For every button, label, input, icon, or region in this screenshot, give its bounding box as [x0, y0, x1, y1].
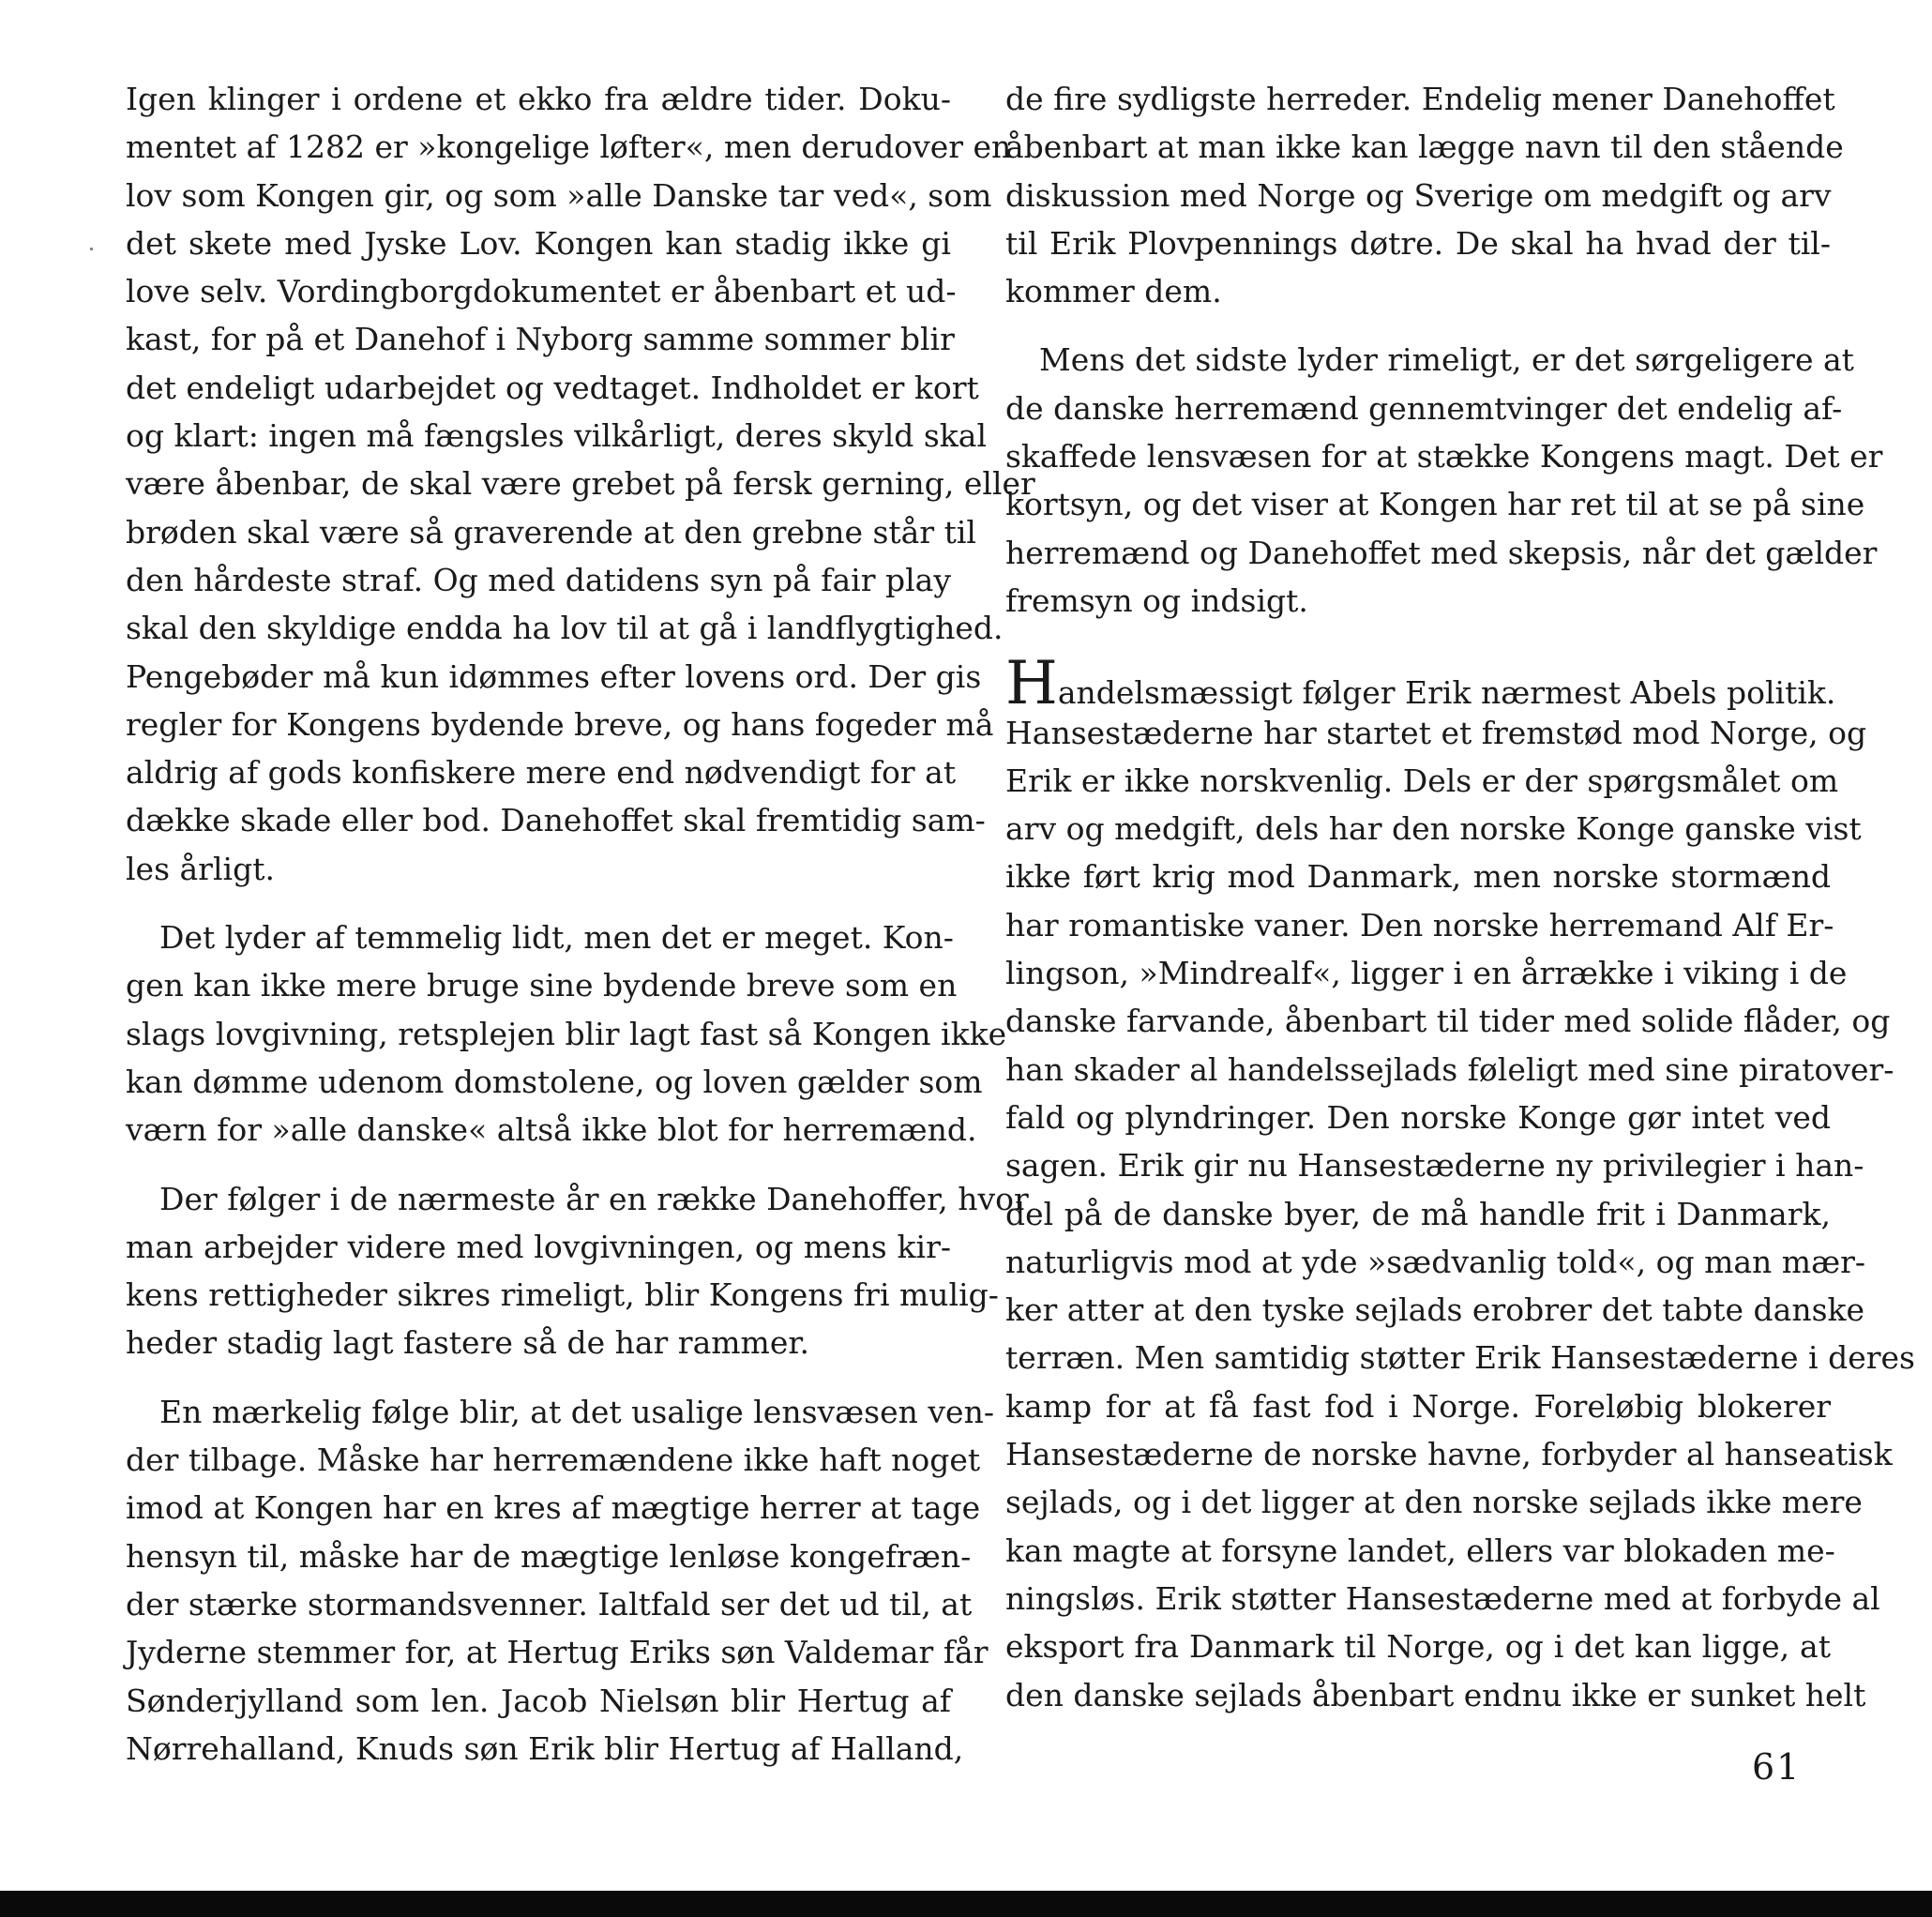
text-line: lingson, »Mindrealf«, ligger i en årrække i viking i de [1005, 955, 1848, 992]
text-line: det skete med Jyske Lov. Kongen kan stadig ikke gi [126, 224, 951, 262]
left-column [126, 75, 1035, 1773]
paragraph-gap [126, 1367, 951, 1388]
text-line: En mærkelig følge blir, at det usalige lensvæsen ven- [159, 1393, 994, 1430]
text-line: lov som Kongen gir, og som »alle Danske tar ved«, som [126, 176, 992, 214]
text-line: den hårdeste straf. Og med datidens syn på fair play [126, 561, 951, 598]
text-line: Erik er ikke norskvenlig. Dels er der spørgsmålet om [1005, 762, 1839, 799]
text-line: diskussion med Norge og Sverige om medgift og arv [1005, 176, 1832, 214]
text-line: les årligt. [126, 850, 275, 887]
text-line: ker atter at den tyske sejlads erobrer det tabte danske [1005, 1291, 1865, 1329]
text-line: det endeligt udarbejdet og vedtaget. Indholdet er kort [126, 369, 979, 406]
drop-cap-line-text: andelsmæssigt følger Erik nærmest Abels politik. [1057, 674, 1836, 712]
text-line: love selv. Vordingborgdokumentet er åbenbart et ud- [126, 273, 957, 310]
text-line: han skader al handelssejlads føleligt med sine piratover- [1005, 1050, 1894, 1088]
margin-dot [90, 248, 93, 250]
text-line: Sønderjylland som len. Jacob Nielsøn blir Hertug af [126, 1682, 951, 1719]
text-line: der tilbage. Måske har herremændene ikke haft noget [126, 1442, 981, 1479]
paragraph-gap [126, 893, 951, 913]
text-line: eksport fra Danmark til Norge, og i det kan ligge, at [1005, 1628, 1831, 1666]
text-line: Hansestæderne de norske havne, forbyder al hanseatisk [1005, 1436, 1893, 1473]
text-line: Mens det sidste lyder rimeligt, er det sørgeligere at [1039, 341, 1854, 379]
text-line: kamp for at få fast fod i Norge. Foreløbig blokerer [1005, 1387, 1831, 1425]
text-line: Igen klinger i ordene et ekko fra ældre tider. Doku- [126, 81, 951, 117]
text-line: har romantiske vaner. Den norske herremand Alf Er- [1005, 906, 1834, 943]
text-line: Nørrehalland, Knuds søn Erik blir Hertug af Halland, [126, 1729, 964, 1767]
text-line: den danske sejlads åbenbart endnu ikke er sunket helt [1005, 1676, 1866, 1713]
text-line: sejlads, og i det ligger at den norske sejlads ikke mere [1005, 1484, 1863, 1521]
text-line: gen kan ikke mere bruge sine bydende breve som en [126, 967, 958, 1004]
text-line: skal den skyldige endda ha lov til at gå i landflygtighed. [126, 610, 1004, 647]
scan-border [0, 1891, 1932, 1917]
paragraph-gap [1005, 315, 1831, 336]
text-line: sagen. Erik gir nu Hansestæderne ny privilegier i han- [1005, 1147, 1864, 1185]
right-column [1005, 75, 1915, 1719]
text-line: skaffede lensvæsen for at stække Kongens magt. Det er [1005, 438, 1883, 475]
text-line: imod at Kongen har en kres af mægtige herrer at tage [126, 1489, 981, 1527]
paragraph-gap [126, 1155, 951, 1175]
text-line: dække skade eller bod. Danehoffet skal fremtidig sam- [126, 802, 986, 839]
text-line: hensyn til, måske har de mægtige lenløse kongefræn- [126, 1537, 972, 1575]
text-line: kortsyn, og det viser at Kongen har ret til at se på sine [1005, 486, 1865, 523]
text-line: herremænd og Danehoffet med skepsis, når det gælder [1005, 534, 1878, 571]
section-gap [1005, 625, 1831, 660]
drop-cap: H [1005, 649, 1058, 719]
text-line: mentet af 1282 er »kongelige løfter«, men derudover en [126, 128, 1012, 166]
text-line: del på de danske byer, de må handle frit i Danmark, [1005, 1195, 1831, 1232]
text-line: arv og medgift, dels har den norske Konge ganske vist [1005, 810, 1862, 848]
text-line: Hansestæderne har startet et fremstød mod Norge, og [1005, 714, 1867, 751]
text-line: heder stadig lagt fastere så de har rammer. [126, 1324, 810, 1362]
text-line: og klart: ingen må fængsles vilkårligt, deres skyld skal [126, 417, 988, 455]
text-line: aldrig af gods konfiskere mere end nødvendigt for at [126, 754, 957, 792]
text-line: værn for »alle danske« altså ikke blot for herremænd. [126, 1111, 977, 1149]
text-line: slags lovgivning, retsplejen blir lagt fast så Kongen ikke [126, 1015, 1007, 1052]
text-line: kan dømme udenom domstolene, og loven gælder som [126, 1063, 983, 1100]
text-line: Pengebøder må kun idømmes efter lovens ord. Der gis [126, 657, 982, 695]
text-line: regler for Kongens bydende breve, og hans fogeder må [126, 705, 994, 743]
text-line: være åbenbar, de skal være grebet på fersk gerning, eller [126, 465, 1035, 503]
text-line: Der følger i de nærmeste år en række Danehoffer, hvor [159, 1180, 1029, 1217]
text-line: kast, for på et Danehof i Nyborg samme sommer blir [126, 321, 955, 358]
text-line: ikke ført krig mod Danmark, men norske stormænd [1005, 858, 1831, 896]
text-line [1005, 649, 1836, 719]
text-line: terræn. Men samtidig støtter Erik Hansestæderne i deres [1005, 1339, 1915, 1377]
text-line: åbenbart at man ikke kan lægge navn til den stående [1005, 128, 1844, 166]
text-line: ningsløs. Erik støtter Hansestæderne med at forbyde al [1005, 1579, 1880, 1617]
page-number: 61 [1752, 1746, 1802, 1788]
text-line: Jyderne stemmer for, at Hertug Eriks søn Valdemar får [126, 1634, 989, 1671]
text-line: de fire sydligste herreder. Endelig mener Danehoffet [1005, 81, 1835, 117]
text-line: kommer dem. [1005, 273, 1222, 310]
text-line: fald og plyndringer. Den norske Konge gør intet ved [1005, 1098, 1831, 1136]
text-line: fremsyn og indsigt. [1005, 581, 1308, 619]
text-line: man arbejder videre med lovgivningen, og mens kir- [126, 1228, 951, 1265]
text-line: kens rettigheder sikres rimeligt, blir Kongens fri mulig- [126, 1276, 999, 1314]
text-line: de danske herremænd gennemtvinger det endelig af- [1005, 389, 1843, 427]
text-line: danske farvande, åbenbart til tider med solide flåder, og [1005, 1003, 1891, 1040]
text-line: brøden skal være så graverende at den grebne står til [126, 513, 976, 551]
text-line: til Erik Plovpennings døtre. De skal ha hvad der til- [1005, 224, 1831, 262]
text-line: kan magte at forsyne landet, ellers var blokaden me- [1005, 1532, 1835, 1569]
text-line: naturligvis mod at yde »sædvanlig told«, og man mær- [1005, 1243, 1866, 1280]
text-line: der stærke stormandsvenner. Ialtfald ser det ud til, at [126, 1585, 973, 1623]
text-line: Det lyder af temmelig lidt, men det er meget. Kon- [159, 919, 954, 957]
